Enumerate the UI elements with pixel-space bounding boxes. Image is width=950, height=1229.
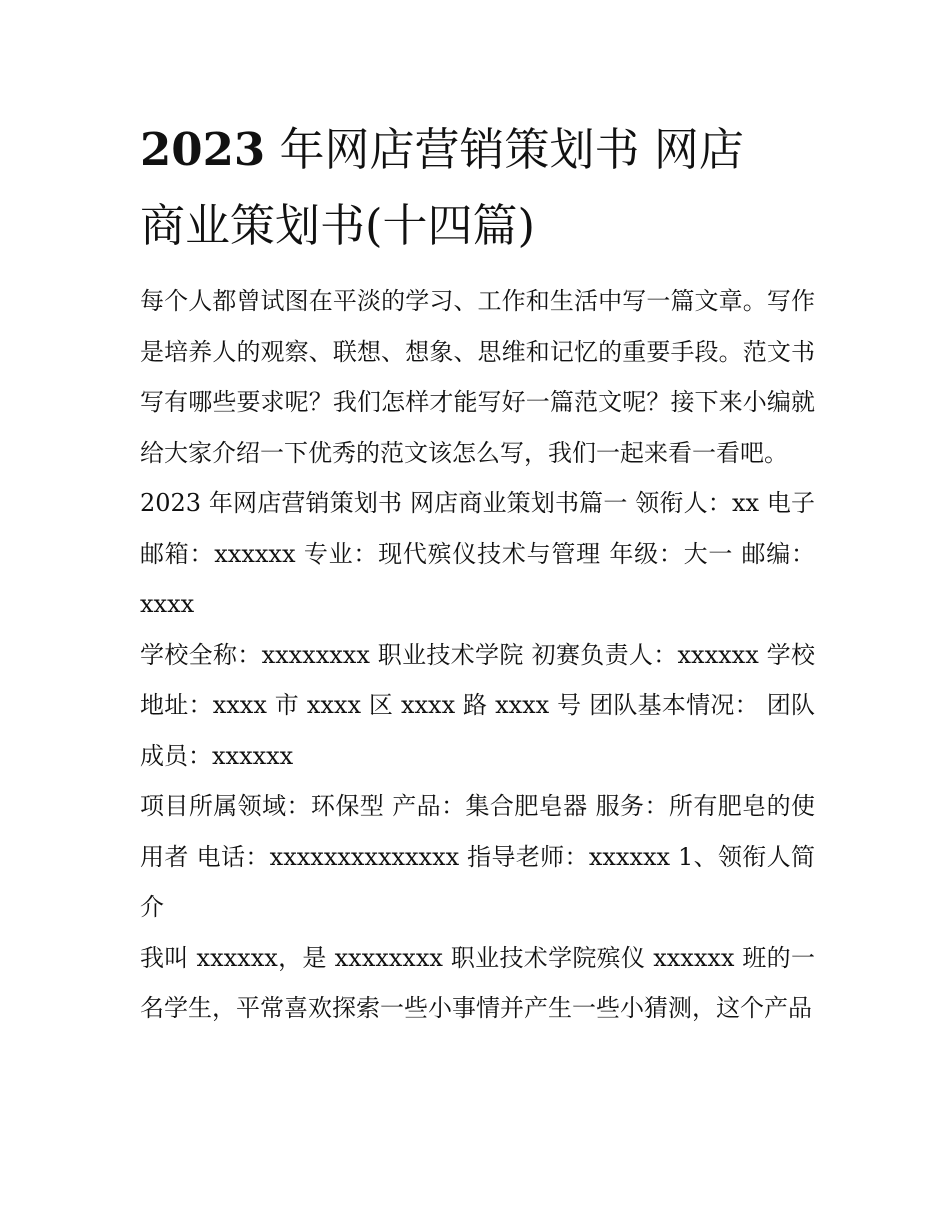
document-body [140,112,815,1034]
document-title [140,112,815,264]
leader-info-paragraph: 2023 年网店营销策划书 网店商业策划书篇一 领衔人：xx 电子邮箱：xxxxxx 专业：现代殡仪技术与管理 年级：大一 邮编：xxxx [140,489,815,618]
title-line2-text: 商业策划书(十四篇) [140,199,536,252]
school-info-paragraph: 学校全称：xxxxxxxx 职业技术学院 初赛负责人：xxxxxx 学校地址：xxxx 市 xxxx 区 xxxx 路 xxxx 号 团队基本情况： 团队成员：xxxxxx [140,640,815,770]
intro-paragraph: 每个人都曾试图在平淡的学习、工作和生活中写一篇文章。写作是培养人的观察、联想、想象、思维和记忆的重要手段。范文书写有哪些要求呢？我们怎样才能写好一篇范文呢？接下来小编就给大家介绍一下优秀的范文该怎么写，我们一起来看一看吧。 [140,287,815,467]
project-info-paragraph: 项目所属领域：环保型 产品：集合肥皂器 服务：所有肥皂的使用者 电话：xxxxxxxxxxxxxx 指导老师：xxxxxx 1、领衔人简介 [140,792,815,921]
self-intro-paragraph: 我叫 xxxxxx，是 xxxxxxxx 职业技术学院殡仪 xxxxxx 班的一名学生，平常喜欢探索一些小事情并产生一些小猜测，这个产品 [140,943,815,1022]
title-line1-text: 年网店营销策划书 网店 [265,123,744,176]
title-year: 2023 [140,123,266,176]
